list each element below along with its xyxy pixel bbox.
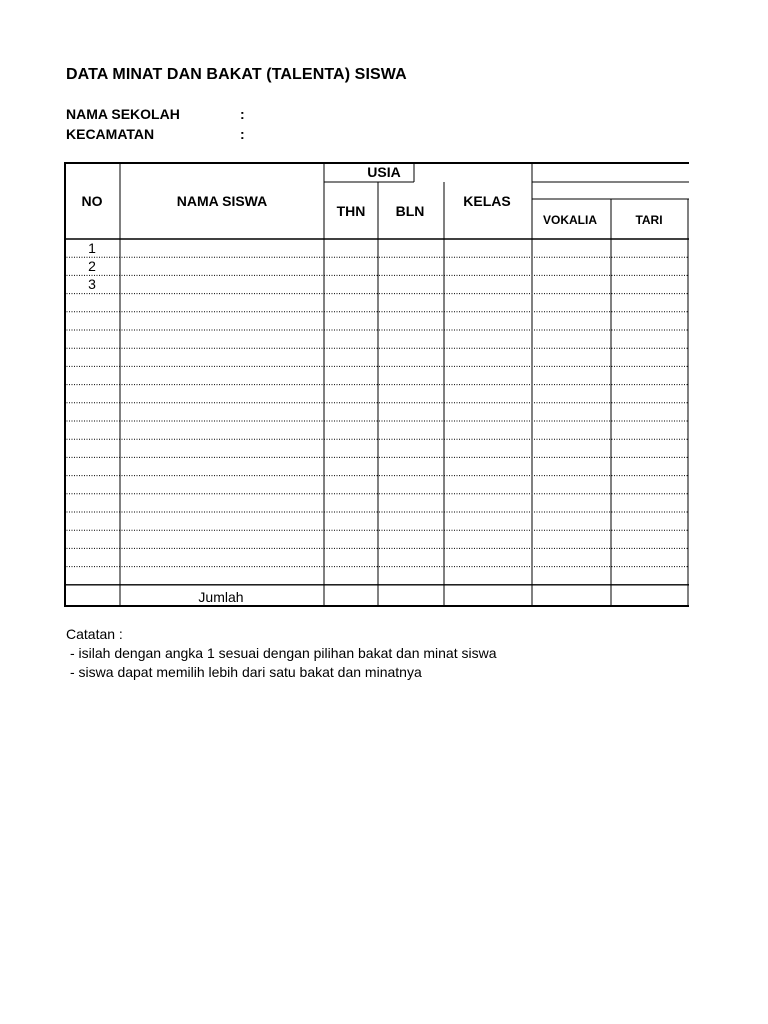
total-label: Jumlah [198,589,244,605]
school-name-colon: : [240,106,245,122]
table-grid [64,162,689,608]
school-name-label: NAMA SEKOLAH [66,106,180,122]
header-vocal: VOKALIA [543,213,597,227]
header-name: NAMA SISWA [176,193,268,209]
row-number-2: 2 [88,258,96,274]
row-number-1: 1 [88,240,96,256]
header-dance: TARI [635,213,663,227]
header-year: THN [336,203,366,219]
talent-data-table [64,162,689,608]
page-title: DATA MINAT DAN BAKAT (TALENTA) SISWA [66,66,407,83]
district-label: KECAMATAN [66,126,155,142]
header-no: NO [81,193,103,209]
header-month: BLN [395,203,425,219]
header-age: USIA [367,164,401,180]
district-colon: : [240,126,245,142]
header-class: KELAS [463,193,511,209]
row-number-3: 3 [88,276,96,292]
notes-item-1: - isilah dengan angka 1 sesuai dengan pilihan bakat dan minat siswa [70,645,497,661]
notes-item-2: - siswa dapat memilih lebih dari satu bakat dan minatnya [70,664,422,680]
notes-heading: Catatan : [66,626,123,642]
notes [66,625,497,682]
